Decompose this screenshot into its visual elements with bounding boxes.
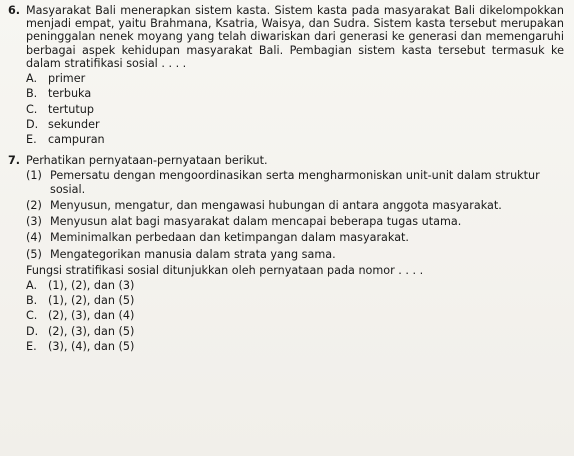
option-a[interactable] bbox=[26, 72, 564, 85]
option-e[interactable] bbox=[26, 133, 564, 146]
statement-number: (3) bbox=[26, 215, 42, 229]
question-stem: Perhatikan pernyataan-pernyataan berikut. bbox=[26, 154, 268, 168]
question-7 bbox=[6, 154, 564, 355]
option-d[interactable] bbox=[26, 325, 564, 338]
statement-number: (5) bbox=[26, 247, 42, 261]
option-text: (1), (2), dan (5) bbox=[48, 294, 135, 308]
option-letter: E. bbox=[26, 132, 37, 146]
option-text: (3), (4), dan (5) bbox=[48, 339, 135, 353]
option-d[interactable] bbox=[26, 118, 564, 131]
question-stem: Masyarakat Bali menerapkan sistem kasta. Sistem kasta pada masyarakat Bali dikelompokkan menjadi empat, yaitu Brahmana, Ksatria, Waisya, dan Sudra. Sistem kasta tersebut merupakan peninggalan nenek moyang yang telah diwariskan dari generasi ke generasi dan memengaruhi berbagai aspek kehidupan masyarakat Bali. Pembagian sistem kasta tersebut termasuk ke dalam stratifikasi sosial . . . . bbox=[26, 4, 564, 70]
answer-options bbox=[26, 72, 564, 146]
statement-3 bbox=[26, 215, 564, 228]
question-6 bbox=[6, 4, 564, 148]
question-body bbox=[26, 4, 564, 148]
option-letter: C. bbox=[26, 309, 38, 323]
option-text: (1), (2), dan (3) bbox=[48, 278, 135, 292]
option-text: campuran bbox=[48, 132, 105, 146]
statement-number: (2) bbox=[26, 198, 42, 212]
statement-1 bbox=[26, 169, 564, 195]
statement-4 bbox=[26, 231, 564, 244]
question-number: 7. bbox=[7, 154, 20, 168]
statement-text: Menyusun, mengatur, dan mengawasi hubungan di antara anggota masyarakat. bbox=[50, 198, 502, 212]
option-letter: A. bbox=[26, 278, 38, 292]
option-text: (2), (3), dan (4) bbox=[48, 309, 135, 323]
option-text: primer bbox=[48, 72, 86, 86]
statement-number: (4) bbox=[26, 231, 42, 245]
statement-text: Pemersatu dengan mengoordinasikan serta mengharmoniskan unit-unit dalam struktur sosial. bbox=[50, 169, 540, 196]
option-text: terbuka bbox=[48, 87, 92, 101]
option-letter: B. bbox=[26, 87, 38, 101]
option-text: (2), (3), dan (5) bbox=[48, 324, 135, 338]
statement-list bbox=[26, 169, 564, 260]
option-text: tertutup bbox=[48, 102, 94, 116]
statement-number: (1) bbox=[26, 169, 42, 183]
statement-text: Mengategorikan manusia dalam strata yang sama. bbox=[50, 247, 336, 261]
option-letter: D. bbox=[26, 117, 39, 131]
statement-text: Meminimalkan perbedaan dan ketimpangan dalam masyarakat. bbox=[50, 231, 409, 245]
question-number: 6. bbox=[7, 4, 20, 17]
option-text: sekunder bbox=[48, 117, 100, 131]
question-body bbox=[26, 154, 564, 355]
option-b[interactable] bbox=[26, 294, 564, 307]
statement-2 bbox=[26, 199, 564, 212]
statement-5 bbox=[26, 248, 564, 261]
answer-options bbox=[26, 279, 564, 353]
option-letter: A. bbox=[26, 72, 38, 86]
option-letter: B. bbox=[26, 294, 38, 308]
option-a[interactable] bbox=[26, 279, 564, 292]
option-c[interactable] bbox=[26, 309, 564, 322]
option-letter: C. bbox=[26, 102, 38, 116]
option-e[interactable] bbox=[26, 340, 564, 353]
option-c[interactable] bbox=[26, 103, 564, 116]
option-letter: D. bbox=[26, 324, 39, 338]
statement-text: Menyusun alat bagi masyarakat dalam mencapai beberapa tugas utama. bbox=[50, 215, 462, 229]
question-instruction: Fungsi stratifikasi sosial ditunjukkan oleh pernyataan pada nomor . . . . bbox=[26, 263, 424, 277]
option-letter: E. bbox=[26, 339, 37, 353]
option-b[interactable] bbox=[26, 87, 564, 100]
